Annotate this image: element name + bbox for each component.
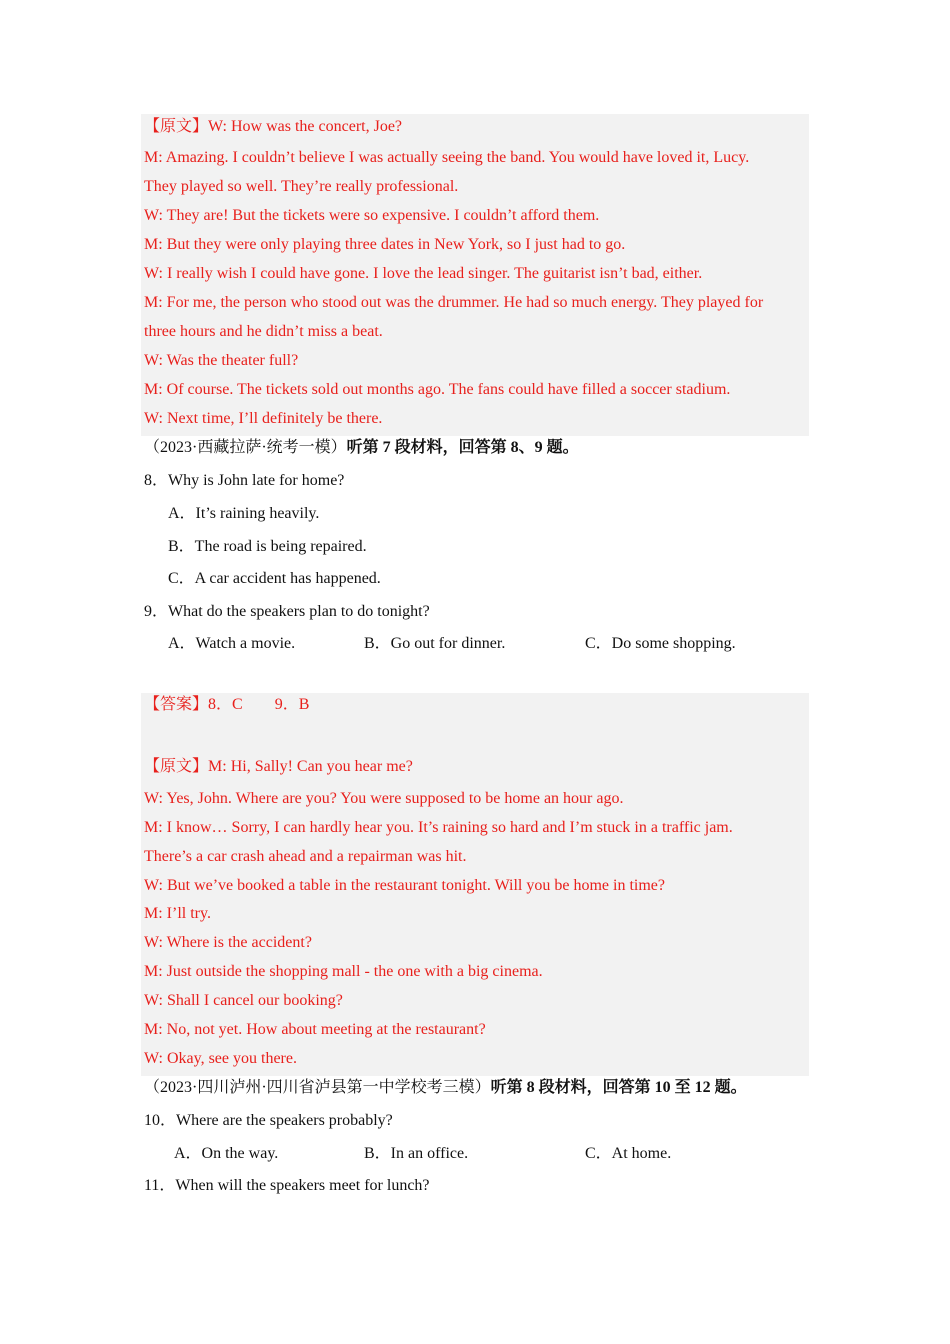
section-7-header xyxy=(144,438,579,458)
transcript-line: M: Amazing. I couldn’t believe I was actually seeing the band. You would have loved it, Lucy. xyxy=(144,149,750,166)
transcript-line: M: Of course. The tickets sold out months ago. The fans could have filled a soccer stadium. xyxy=(144,381,731,398)
question-8-option-b: B．The road is being repaired. xyxy=(168,538,367,555)
question-9-stem: 9．What do the speakers plan to do tonight? xyxy=(144,603,430,620)
section-source: （2023·西藏拉萨·统考一模） xyxy=(144,439,347,456)
question-10-stem: 10．Where are the speakers probably? xyxy=(144,1112,393,1129)
question-8-stem: 8．Why is John late for home? xyxy=(144,472,345,489)
transcript-2-first-line xyxy=(144,757,413,777)
transcript-1-first-line xyxy=(144,117,402,137)
section-instruction: 听第 7 段材料，回答第 8、9 题。 xyxy=(346,439,579,456)
transcript-line: W: I really wish I could have gone. I love the lead singer. The guitarist isn’t bad, either. xyxy=(144,265,703,282)
transcript-line: M: Hi, Sally! Can you hear me? xyxy=(208,758,413,775)
answer-text: 8．C 9．B xyxy=(208,696,310,713)
transcript-line: W: Okay, see you there. xyxy=(144,1050,297,1067)
transcript-line: W: Was the theater full? xyxy=(144,352,299,369)
transcript-line: W: Shall I cancel our booking? xyxy=(144,992,343,1009)
transcript-line: M: I’ll try. xyxy=(144,905,211,922)
section-8-header xyxy=(144,1078,747,1098)
transcript-tag: 【原文】 xyxy=(144,118,209,135)
transcript-line: They played so well. They’re really professional. xyxy=(144,178,459,195)
transcript-line: M: I know… Sorry, I can hardly hear you. It’s raining so hard and I’m stuck in a traffic jam. xyxy=(144,819,733,836)
transcript-line: M: No, not yet. How about meeting at the restaurant? xyxy=(144,1021,486,1038)
question-8-option-a: A．It’s raining heavily. xyxy=(168,505,320,522)
question-9-option-a: A．Watch a movie. xyxy=(168,635,296,652)
answer-tag: 【答案】 xyxy=(144,696,209,713)
transcript-line: M: For me, the person who stood out was the drummer. He had so much energy. They played for xyxy=(144,294,764,311)
transcript-line: W: But we’ve booked a table in the restaurant tonight. Will you be home in time? xyxy=(144,877,665,894)
transcript-line: There’s a car crash ahead and a repairman was hit. xyxy=(144,848,467,865)
question-9-option-c: C．Do some shopping. xyxy=(585,635,736,652)
section-source: （2023·四川泸州·四川省泸县第一中学校考三模） xyxy=(144,1079,491,1096)
transcript-line: M: Just outside the shopping mall - the one with a big cinema. xyxy=(144,963,543,980)
question-10-option-a: A．On the way. xyxy=(174,1145,279,1162)
question-11-stem: 11．When will the speakers meet for lunch? xyxy=(144,1177,430,1194)
transcript-line: W: Next time, I’ll definitely be there. xyxy=(144,410,383,427)
question-9-option-b: B．Go out for dinner. xyxy=(364,635,506,652)
transcript-tag: 【原文】 xyxy=(144,758,209,775)
question-10-option-c: C．At home. xyxy=(585,1145,672,1162)
transcript-line: W: Yes, John. Where are you? You were supposed to be home an hour ago. xyxy=(144,790,624,807)
transcript-line: W: How was the concert, Joe? xyxy=(208,118,403,135)
transcript-line: three hours and he didn’t miss a beat. xyxy=(144,323,383,340)
answer-line xyxy=(144,695,309,715)
question-10-option-b: B．In an office. xyxy=(364,1145,469,1162)
transcript-line: W: Where is the accident? xyxy=(144,934,312,951)
question-8-option-c: C．A car accident has happened. xyxy=(168,570,381,587)
transcript-line: M: But they were only playing three dates in New York, so I just had to go. xyxy=(144,236,626,253)
transcript-line: W: They are! But the tickets were so expensive. I couldn’t afford them. xyxy=(144,207,600,224)
section-instruction: 听第 8 段材料，回答第 10 至 12 题。 xyxy=(490,1079,747,1096)
